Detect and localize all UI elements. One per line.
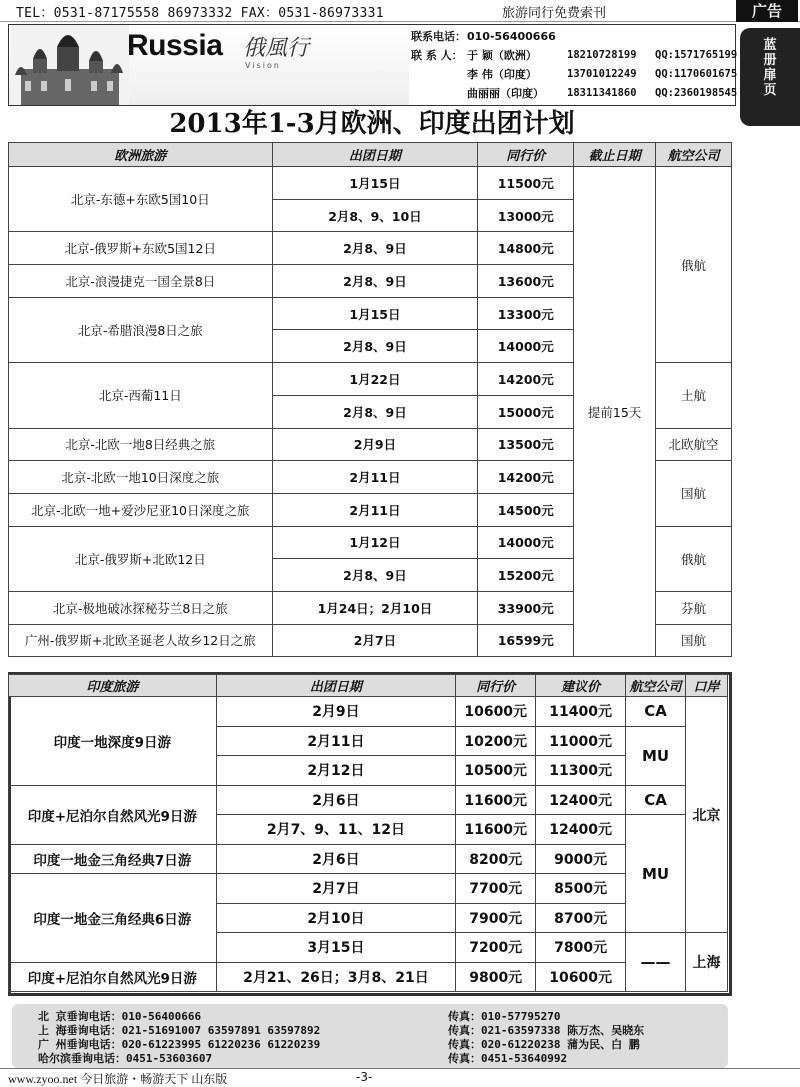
date-cell: 2月10日 bbox=[216, 903, 456, 933]
price-cell: 11600元 bbox=[456, 785, 536, 815]
price-cell: 7200元 bbox=[456, 933, 536, 963]
airline-cell: —— bbox=[626, 933, 686, 992]
price-cell: 10200元 bbox=[456, 726, 536, 756]
logo-text: Russia bbox=[127, 29, 223, 62]
contact-qq: QQ:2360198545 bbox=[655, 87, 738, 99]
date-cell: 2月7日 bbox=[272, 624, 478, 657]
route-cell: 北京-东德+东欧5国10日 bbox=[9, 167, 273, 232]
contact-info bbox=[411, 27, 737, 103]
date-cell: 2月7日 bbox=[216, 874, 456, 904]
suggested-price-cell: 11400元 bbox=[536, 697, 626, 727]
contact-label: 联 系 人： bbox=[411, 49, 463, 62]
contact-phone: 18311341860 bbox=[567, 87, 637, 99]
price-cell: 13500元 bbox=[478, 428, 574, 461]
site-slogan: www.zyoo.net 今日旅游・畅游天下 山东版 bbox=[8, 1072, 228, 1086]
contact-name: 曲丽丽（印度） bbox=[467, 87, 544, 100]
date-cell: 2月8、9日 bbox=[272, 330, 478, 363]
footer-fax: 传真：021-63597338 陈万杰、吴晓东 bbox=[448, 1024, 645, 1037]
footer-row bbox=[38, 1022, 644, 1036]
column-header: 同行价 bbox=[478, 143, 574, 167]
airline-cell: CA bbox=[626, 785, 686, 815]
date-cell: 2月8、9日 bbox=[272, 395, 478, 428]
price-cell: 14000元 bbox=[478, 330, 574, 363]
price-cell: 14500元 bbox=[478, 493, 574, 526]
table-row bbox=[9, 962, 728, 992]
date-cell: 1月24日；2月10日 bbox=[272, 591, 478, 624]
suggested-price-cell: 12400元 bbox=[536, 815, 626, 845]
price-cell: 16599元 bbox=[478, 624, 574, 657]
date-cell: 2月21、26日；3月8、21日 bbox=[216, 962, 456, 992]
table-row bbox=[9, 697, 728, 727]
date-cell: 2月11日 bbox=[272, 493, 478, 526]
date-cell: 2月6日 bbox=[216, 785, 456, 815]
india-table bbox=[8, 674, 728, 992]
contact-row bbox=[411, 65, 737, 84]
price-cell: 33900元 bbox=[478, 591, 574, 624]
column-header: 航空公司 bbox=[656, 143, 732, 167]
suggested-price-cell: 8700元 bbox=[536, 903, 626, 933]
suggested-price-cell: 11000元 bbox=[536, 726, 626, 756]
route-cell: 北京-北欧一地10日深度之旅 bbox=[9, 461, 273, 494]
suggested-price-cell: 9000元 bbox=[536, 844, 626, 874]
footer-phone: 哈尔滨垂询电话：0451-53603607 bbox=[38, 1052, 213, 1065]
table-row bbox=[9, 785, 728, 815]
column-header: 同行价 bbox=[456, 675, 536, 697]
airline-cell: 土航 bbox=[656, 363, 732, 428]
bottom-bar bbox=[0, 1068, 800, 1086]
route-cell: 北京-浪漫捷克一国全景8日 bbox=[9, 265, 273, 298]
date-cell: 1月22日 bbox=[272, 363, 478, 396]
route-cell: 北京-希腊浪漫8日之旅 bbox=[9, 297, 273, 362]
kremlin-icon bbox=[11, 25, 129, 105]
date-cell: 2月8、9、10日 bbox=[272, 199, 478, 232]
page-number: -3- bbox=[356, 1070, 373, 1084]
date-cell: 2月8、9日 bbox=[272, 559, 478, 592]
side-tab-char: 扉 bbox=[763, 68, 777, 83]
column-header: 航空公司 bbox=[626, 675, 686, 697]
route-cell: 北京-极地破冰探秘芬兰8日之旅 bbox=[9, 591, 273, 624]
airline-cell: MU bbox=[626, 726, 686, 785]
contact-qq: QQ:1571765199 bbox=[655, 49, 738, 61]
footer-row bbox=[38, 1050, 567, 1064]
logo-sub: Vision bbox=[245, 61, 281, 70]
airline-cell: 国航 bbox=[656, 461, 732, 526]
route-cell: 印度一地金三角经典7日游 bbox=[9, 844, 217, 874]
contact-row bbox=[411, 84, 737, 103]
column-header: 出团日期 bbox=[272, 143, 478, 167]
contact-phone: 13701012249 bbox=[567, 68, 637, 80]
contact-label: 联系电话： bbox=[411, 30, 466, 43]
tel-fax: TEL：0531-87175558 86973332 FAX：0531-86973331 bbox=[16, 6, 384, 21]
airline-cell: 俄航 bbox=[656, 526, 732, 591]
footer-fax: 传真：010-57795270 bbox=[448, 1010, 561, 1023]
route-cell: 北京-北欧一地+爱沙尼亚10日深度之旅 bbox=[9, 493, 273, 526]
contact-row bbox=[411, 27, 737, 46]
date-cell: 2月7、9、11、12日 bbox=[216, 815, 456, 845]
side-tab-char: 蓝 bbox=[763, 38, 777, 53]
price-cell: 9800元 bbox=[456, 962, 536, 992]
date-cell: 2月12日 bbox=[216, 756, 456, 786]
contact-name: 李 伟（印度） bbox=[467, 68, 537, 81]
table-header-row bbox=[9, 143, 732, 167]
price-cell: 7700元 bbox=[456, 874, 536, 904]
footer-fax: 传真：020-61220238 蒲为民、白 鹏 bbox=[448, 1038, 640, 1051]
side-tab-char: 页 bbox=[763, 83, 777, 98]
price-cell: 7900元 bbox=[456, 903, 536, 933]
column-header: 截止日期 bbox=[574, 143, 656, 167]
footer-fax: 传真：0451-53640992 bbox=[448, 1052, 568, 1065]
date-cell: 2月9日 bbox=[216, 697, 456, 727]
footer-row bbox=[38, 1008, 560, 1022]
price-cell: 8200元 bbox=[456, 844, 536, 874]
airline-cell: MU bbox=[626, 815, 686, 933]
footer-phone: 北 京垂询电话：010-56400666 bbox=[38, 1010, 202, 1023]
price-cell: 14000元 bbox=[478, 526, 574, 559]
top-bar bbox=[0, 0, 800, 22]
footer-phone: 上 海垂询电话：021-51691007 63597891 63597892 bbox=[38, 1024, 321, 1037]
price-cell: 13300元 bbox=[478, 297, 574, 330]
table-row bbox=[9, 167, 732, 200]
price-cell: 10500元 bbox=[456, 756, 536, 786]
contact-qq: QQ:1170601675 bbox=[655, 68, 738, 80]
date-cell: 3月15日 bbox=[216, 933, 456, 963]
price-cell: 15200元 bbox=[478, 559, 574, 592]
airline-cell: 俄航 bbox=[656, 167, 732, 363]
column-header: 欧洲旅游 bbox=[9, 143, 273, 167]
contact-row bbox=[411, 46, 737, 65]
table-row bbox=[9, 874, 728, 904]
date-cell: 2月9日 bbox=[272, 428, 478, 461]
footer-row bbox=[38, 1036, 640, 1050]
contact-name: 于 颖（欧洲） bbox=[467, 49, 537, 62]
route-cell: 广州-俄罗斯+北欧圣诞老人故乡12日之旅 bbox=[9, 624, 273, 657]
suggested-price-cell: 12400元 bbox=[536, 785, 626, 815]
column-header: 建议价 bbox=[536, 675, 626, 697]
table-header-row bbox=[9, 675, 728, 697]
price-cell: 11600元 bbox=[456, 815, 536, 845]
route-cell: 北京-西葡11日 bbox=[9, 363, 273, 428]
price-cell: 13000元 bbox=[478, 199, 574, 232]
suggested-price-cell: 11300元 bbox=[536, 756, 626, 786]
price-cell: 14800元 bbox=[478, 232, 574, 265]
airline-cell: 芬航 bbox=[656, 591, 732, 624]
route-cell: 印度一地深度9日游 bbox=[9, 697, 217, 786]
suggested-price-cell: 7800元 bbox=[536, 933, 626, 963]
price-cell: 15000元 bbox=[478, 395, 574, 428]
date-cell: 2月11日 bbox=[272, 461, 478, 494]
date-cell: 2月8、9日 bbox=[272, 265, 478, 298]
slogan: 旅游同行免费索刊 bbox=[502, 6, 607, 21]
side-tab bbox=[740, 28, 800, 126]
date-cell: 2月8、9日 bbox=[272, 232, 478, 265]
price-cell: 14200元 bbox=[478, 461, 574, 494]
date-cell: 2月11日 bbox=[216, 726, 456, 756]
route-cell: 印度+尼泊尔自然风光9日游 bbox=[9, 962, 217, 992]
price-cell: 14200元 bbox=[478, 363, 574, 396]
airline-cell: CA bbox=[626, 697, 686, 727]
date-cell: 1月15日 bbox=[272, 297, 478, 330]
page-title: 2013年1-3月欧洲、印度出团计划 bbox=[169, 109, 575, 139]
suggested-price-cell: 10600元 bbox=[536, 962, 626, 992]
route-cell: 北京-俄罗斯+北欧12日 bbox=[9, 526, 273, 591]
contact-phone: 18210728199 bbox=[567, 49, 637, 61]
footer-contacts bbox=[12, 1004, 728, 1068]
suggested-price-cell: 8500元 bbox=[536, 874, 626, 904]
deadline-cell: 提前15天 bbox=[574, 167, 656, 657]
date-cell: 1月15日 bbox=[272, 167, 478, 200]
column-header: 口岸 bbox=[686, 675, 728, 697]
route-cell: 北京-俄罗斯+东欧5国12日 bbox=[9, 232, 273, 265]
date-cell: 1月12日 bbox=[272, 526, 478, 559]
price-cell: 10600元 bbox=[456, 697, 536, 727]
port-cell: 上海 bbox=[686, 933, 728, 992]
route-cell: 印度一地金三角经典6日游 bbox=[9, 874, 217, 963]
side-tab-char: 册 bbox=[763, 53, 777, 68]
column-header: 出团日期 bbox=[216, 675, 456, 697]
route-cell: 印度+尼泊尔自然风光9日游 bbox=[9, 785, 217, 844]
price-cell: 11500元 bbox=[478, 167, 574, 200]
column-header: 印度旅游 bbox=[9, 675, 217, 697]
logo-area bbox=[9, 25, 409, 105]
price-cell: 13600元 bbox=[478, 265, 574, 298]
port-cell: 北京 bbox=[686, 697, 728, 933]
airline-cell: 国航 bbox=[656, 624, 732, 657]
europe-table bbox=[8, 142, 732, 657]
table-row bbox=[9, 844, 728, 874]
header bbox=[8, 24, 736, 106]
footer-phone: 广 州垂询电话：020-61223995 61220236 61220239 bbox=[38, 1038, 321, 1051]
route-cell: 北京-北欧一地8日经典之旅 bbox=[9, 428, 273, 461]
date-cell: 2月6日 bbox=[216, 844, 456, 874]
contact-name: 010-56400666 bbox=[467, 30, 556, 43]
airline-cell: 北欧航空 bbox=[656, 428, 732, 461]
logo-cn: 俄風行 bbox=[243, 36, 310, 61]
ad-label: 广告 bbox=[736, 0, 798, 22]
